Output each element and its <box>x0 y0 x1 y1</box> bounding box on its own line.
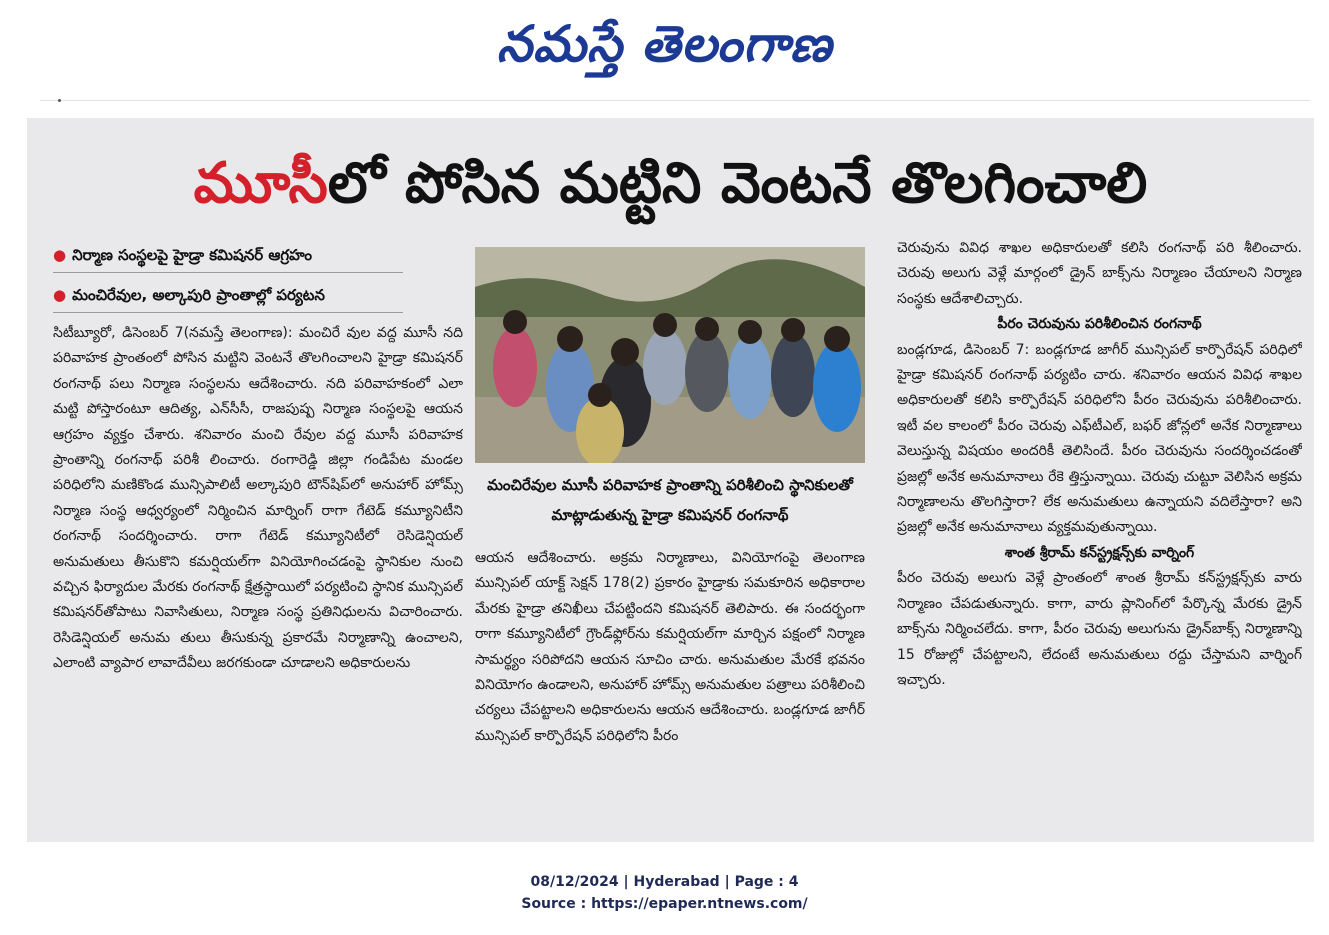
photo-caption: మంచిరేవుల మూసీ పరివాహక ప్రాంతాన్ని పరిశీలించి స్థానికులతో మాట్లాడుతున్న హైడ్రా కమిషనర్ రంగనాథ్ <box>487 476 853 524</box>
column-3-paragraph-3: పీరం చెరువు అలుగు వెళ్లే ప్రాంతంలో శాంత శ్రీరామ్ కన్‌స్ట్రక్షన్స్‌కు వారు నిర్మాణం చేపడుతున్నారు. కాగా, వారు ప్లానింగ్‌లో పేర్కొన్న మేరకు డ్రైన్ బాక్స్‌ను నిర్మించలేదు. కాగా, పీరం చెరువు అలుగును డ్రైన్‌బాక్స్‌ నిర్మాణాన్ని 15 రోజుల్లో చేపట్టాలని, లేదంటే అనుమతులు రద్దు చేస్తామని వార్నింగ్ ఇచ్చారు. <box>897 570 1302 688</box>
article-photo <box>475 247 865 463</box>
article-headline <box>27 144 1314 224</box>
bullet-icon: ● <box>53 246 67 264</box>
subheading-divider <box>53 272 403 273</box>
subheading-divider <box>53 312 403 313</box>
subheading-1-text: నిర్మాణ సంస్థలపై హైడ్రా కమిషనర్ ఆగ్రహం <box>72 246 312 264</box>
masthead-divider <box>40 100 1310 101</box>
section-subheading-2: శాంత శ్రీరామ్ కన్‌స్ట్రక్షన్స్‌కు వార్నింగ్ <box>1004 544 1195 561</box>
news-clipping <box>27 118 1314 842</box>
article-column-1 <box>53 321 463 829</box>
subheading-2 <box>53 282 415 308</box>
column-1-text: సిటీబ్యూరో, డిసెంబర్ 7(నమస్తే తెలంగాణ): మంచిరే వుల వద్ద మూసీ నది పరివాహక ప్రాంతంలో పోసిన మట్టిని వెంటనే తొలగించాలని హైడ్రా కమిషనర్ రంగనాథ్ పలు నిర్మాణ సంస్థలను ఆదేశించారు. నది పరివాహకంలో ఎలా మట్టి పోస్తారంటూ ఆదిత్య, ఎన్‌సీసీ, రాజపుష్ప నిర్మాణ సంస్థలపై ఆయన ఆగ్రహం వ్యక్తం చేశారు. శనివారం మంచి రేవుల వద్ద మూసీ పరివాహక ప్రాంతాన్ని రంగనాథ్ పరిశీ లించారు. రంగారెడ్డి జిల్లా గండిపేట మండల పరిధిలోని మణికొండ మున్సిపాలిటీ అల్కాపురి టౌన్‌షిప్‌లో అనుహార్ హోమ్స్ నిర్మాణ సంస్థ ఆధ్వర్యంలో నిర్మించిన మార్నింగ్ రాగా గేటెడ్ కమ్యూనిటీని రంగనాథ్ సందర్శించారు. రాగా గేటెడ్ కమ్యూనిటీలో రెసిడెన్షియల్ అనుమతులు తీసుకొని కమర్షియల్‌గా వినియోగించడంపై స్థానికుల నుంచి వచ్చిన ఫిర్యాదుల మేరకు రంగనాథ్ క్షేత్రస్థాయిలో పర్యటించి స్థానిక మున్సిపల్ కమిషనర్‌తోపాటు నివాసితులు, నిర్మాణ సంస్థ ప్రతినిధులను విచారించారు. రెసిడెన్షియల్ అనుమ తులు తీసుకున్న ప్రకారమే నిర్మాణాన్ని ఉంచాలని, ఎలాంటి వ్యాపార లావాదేవీలు జరగకుండా చూడాలని అధికారులను <box>53 325 463 672</box>
divider-dot <box>58 99 61 102</box>
photo-illustration <box>475 247 865 463</box>
headline-rest: లో పోసిన మట్టిని వెంటనే తొలగించాలి <box>327 151 1148 216</box>
footer-source: Source : https://epaper.ntnews.com/ <box>521 896 808 912</box>
bullet-icon: ● <box>53 286 67 304</box>
column-3-paragraph-1: చెరువును వివిధ శాఖల అధికారులతో కలిసి రంగనాథ్ పరి శీలించారు. చెరువు అలుగు వెళ్లే మార్గంలో డ్రైన్ బాక్స్‌ను నిర్మాణం చేయాలని నిర్మాణ సంస్థకు ఆదేశాలిచ్చారు. <box>897 240 1302 307</box>
newspaper-masthead: నమస్తే తెలంగాణ <box>496 15 833 73</box>
article-column-3 <box>897 236 1302 836</box>
column-2-text: ఆయన ఆదేశించారు. అక్రమ నిర్మాణాలు, వినియోగంపై తెలంగాణ మున్సిపల్ యాక్ట్ సెక్షన్ 178(2) ప్రకారం హైడ్రాకు సమకూరిన అధికారాల మేరకు హైడ్రా తనిఖీలు చేపట్టిందని కమిషనర్ తెలిపారు. ఈ సందర్భంగా రాగా కమ్యూనిటీలో గ్రౌండ్‌ఫ్లోర్‌ను కమర్షియల్‌గా మార్చిన పక్షంలో నిర్మాణ సామర్థ్యం సరిపోదని ఆయన సూచిం చారు. అనుమతుల మేరకే భవనం వినియోగం ఉండాలని, అనుహార్ హోమ్స్ అనుమతుల పత్రాలు పరిశీలించి చర్యలు చేపట్టాలని అధికారులను ఆయన ఆదేశించారు. బండ్లగూడ జాగీర్ మున్సిపల్ కార్పొరేషన్ పరిధిలోని పీరం <box>475 550 865 744</box>
column-3-paragraph-2: బండ్లగూడ, డిసెంబర్ 7: బండ్లగూడ జాగీర్ మున్సిపల్ కార్పొరేషన్ పరిధిలో హైడ్రా కమిషనర్ రంగనాథ్ పర్యటిం చారు. శనివారం ఆయన వివిధ శాఖల అధికారులతో కలిసి కార్పొరేషన్ పరిధిలోని పీరం చెరువును పరిశీలించారు. ఇటీ వల కాలంలో పీరం చెరువు ఎఫ్‌టీఎల్, బఫర్ జోన్లలో అనేక నిర్మాణాలు వెలుస్తున్న విషయం అందరికీ తెలిసిందే. పీరం చెరువును సందర్శించడంతో ప్రజల్లో అనేక అనుమానాలు రేకె త్తిస్తున్నాయి. చెరువు చుట్టూ వెలిసిన అక్రమ నిర్మాణాలను తొలగిస్తారా? లేక అనుమతులు ఉన్నాయని వదిలేస్తారా? అని ప్రజల్లో అనేక అనుమానాలు వ్యక్తమవుతున్నాయి. <box>897 341 1302 536</box>
subheading-2-text: మంచిరేవుల, అల్కాపురి ప్రాంతాల్లో పర్యటన <box>72 286 325 304</box>
headline-red-word: మూసీ <box>193 151 328 216</box>
section-subheading-1: పీరం చెరువును పరిశీలించిన రంగనాథ్ <box>997 316 1202 333</box>
article-column-2 <box>475 546 865 836</box>
subheading-1 <box>53 242 415 268</box>
footer-date-edition: 08/12/2024 | Hyderabad | Page : 4 <box>530 874 799 890</box>
